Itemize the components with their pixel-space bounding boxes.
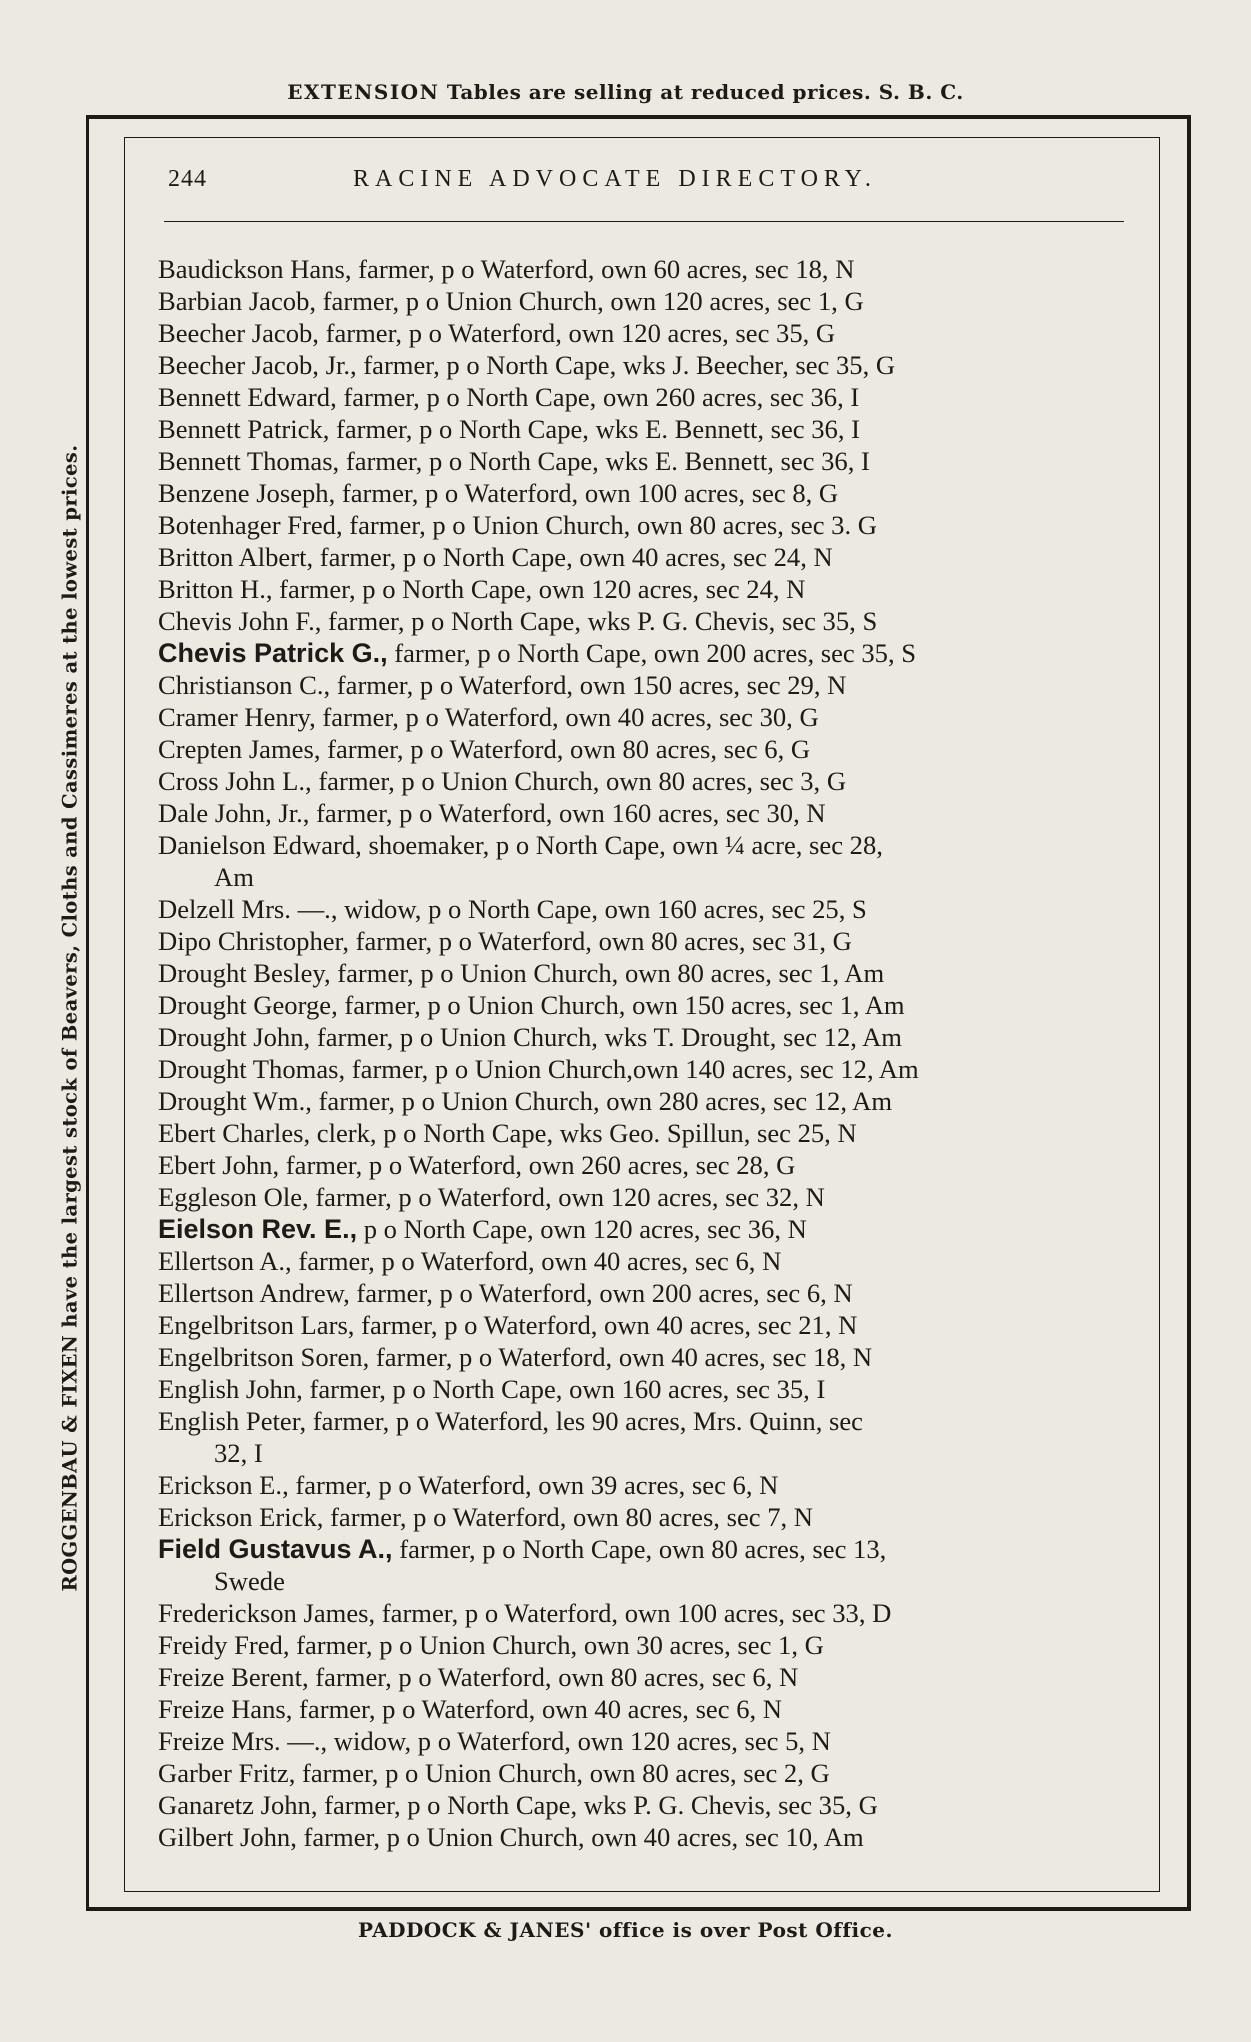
entry-details: farmer, p o Waterford, own 39 acres, sec 6, N	[288, 1470, 779, 1500]
entry-details: farmer, p o Union Church, own 80 acres, sec 3. G	[342, 510, 877, 540]
directory-entry	[158, 1821, 1128, 1853]
directory-entry	[158, 1405, 1128, 1469]
directory-entry	[158, 541, 1128, 573]
entry-name: Beecher Jacob,	[158, 318, 319, 348]
entry-name: Christianson C.,	[158, 670, 331, 700]
entry-name: Cramer Henry,	[158, 702, 316, 732]
entry-details: farmer, p o North Cape, own 80 acres, sec 13,	[392, 1534, 887, 1564]
directory-entry	[158, 1245, 1128, 1277]
entry-details: farmer, p o Waterford, own 40 acres, sec 18, N	[369, 1342, 873, 1372]
directory-entry	[158, 989, 1128, 1021]
entry-details: farmer, p o Waterford, own 80 acres, sec 7, N	[323, 1502, 814, 1532]
entry-name: Ellertson A.,	[158, 1246, 292, 1276]
page-number: 244	[168, 166, 207, 192]
directory-entry	[158, 1757, 1128, 1789]
entry-details: clerk, p o North Cape, wks Geo. Spillun, sec 25, N	[310, 1118, 857, 1148]
entry-details: farmer, p o Waterford, own 100 acres, sec 8, G	[335, 478, 839, 508]
entry-name: Beecher Jacob, Jr.,	[158, 350, 357, 380]
entry-name: Delzell Mrs. —.,	[158, 894, 338, 924]
directory-entry	[158, 733, 1128, 765]
entry-details: farmer, p o Waterford, les 90 acres, Mrs. Quinn, sec	[306, 1406, 863, 1436]
entry-details: farmer, p o Waterford, own 120 acres, sec 35, G	[318, 318, 836, 348]
entry-details: widow, p o North Cape, own 160 acres, sec 25, S	[337, 894, 867, 924]
directory-entry	[158, 1341, 1128, 1373]
entry-name: Bennett Thomas,	[158, 446, 340, 476]
entry-name: Ellertson Andrew,	[158, 1278, 350, 1308]
entry-name: Drought George,	[158, 990, 338, 1020]
directory-entry	[158, 381, 1128, 413]
entry-name: Ebert Charles,	[158, 1118, 311, 1148]
entry-details: farmer, p o Waterford, own 40 acres, sec 21, N	[354, 1310, 858, 1340]
directory-entry	[158, 957, 1128, 989]
entry-name: Cross John L.,	[158, 766, 312, 796]
top-ad-text: Tables are selling at reduced prices. S. B. C.	[446, 80, 964, 104]
entry-details: farmer, p o Union Church, own 30 acres, sec 1, G	[289, 1630, 824, 1660]
directory-entry	[158, 253, 1128, 285]
entry-details: farmer, p o Waterford, own 260 acres, sec 28, G	[279, 1150, 796, 1180]
directory-entry	[158, 317, 1128, 349]
directory-entry	[158, 1533, 1128, 1597]
directory-entry	[158, 1469, 1128, 1501]
entry-name: Field Gustavus A.,	[158, 1534, 393, 1564]
directory-entry	[158, 1725, 1128, 1757]
entry-name: Dipo Christopher,	[158, 926, 349, 956]
side-advertisement: ROGGENBAU & FIXEN have the largest stock of Beavers, Cloths and Cassimeres at the lowest prices.	[58, 444, 82, 1592]
entry-name: Baudickson Hans,	[158, 254, 352, 284]
directory-entry	[158, 797, 1128, 829]
directory-entry	[158, 1373, 1128, 1405]
entry-details: farmer, p o Waterford, own 60 acres, sec 18, N	[351, 254, 855, 284]
entry-details: farmer, p o Union Church, own 80 acres, sec 3, G	[311, 766, 847, 796]
entry-details: farmer, p o Union Church, own 280 acres, sec 12, Am	[311, 1086, 893, 1116]
entry-name: Eggleson Ole,	[158, 1182, 309, 1212]
top-advertisement	[0, 80, 1251, 104]
entry-name: English Peter,	[158, 1406, 307, 1436]
entry-details: farmer, p o North Cape, wks P. G. Chevis, sec 35, G	[317, 1790, 878, 1820]
entry-details: shoemaker, p o North Cape, own ¼ acre, sec 28,	[361, 830, 883, 860]
side-advertisement-wrap	[50, 348, 90, 1688]
directory-entry	[158, 509, 1128, 541]
directory-entry	[158, 1309, 1128, 1341]
entry-name: Ebert John,	[158, 1150, 280, 1180]
directory-entry	[158, 829, 1128, 893]
entry-details: farmer, p o Waterford, own 40 acres, sec 6, N	[291, 1246, 782, 1276]
entry-details: farmer, p o Waterford, own 80 acres, sec 31, G	[349, 926, 852, 956]
top-ad-keyword: EXTENSION	[287, 80, 440, 104]
entry-details: farmer, p o Union Church, wks T. Drought, sec 12, Am	[310, 1022, 902, 1052]
entry-continuation: Am	[214, 862, 254, 892]
entry-details: farmer, p o North Cape, own 260 acres, sec 36, I	[336, 382, 860, 412]
entry-details: p o North Cape, own 120 acres, sec 36, N	[357, 1214, 807, 1244]
directory-entry	[158, 1053, 1128, 1085]
directory-entry	[158, 1149, 1128, 1181]
entry-name: Dale John, Jr.,	[158, 798, 310, 828]
directory-entry	[158, 1085, 1128, 1117]
entry-name: Danielson Edward,	[158, 830, 362, 860]
entry-name: English John,	[158, 1374, 303, 1404]
entry-details: farmer, p o Waterford, own 120 acres, sec 32, N	[308, 1182, 825, 1212]
directory-entry	[158, 1501, 1128, 1533]
directory-entry	[158, 669, 1128, 701]
entry-details: farmer, p o Union Church, own 40 acres, sec 10, Am	[296, 1822, 864, 1852]
entry-details: farmer, p o Waterford, own 40 acres, sec 30, G	[315, 702, 819, 732]
bottom-advertisement: PADDOCK & JANES' office is over Post Office.	[358, 1918, 893, 1942]
entry-name: Ganaretz John,	[158, 1790, 318, 1820]
entry-name: Drought Besley,	[158, 958, 331, 988]
entry-name: Benzene Joseph,	[158, 478, 336, 508]
entry-name: Erickson Erick,	[158, 1502, 324, 1532]
entry-details: farmer, p o North Cape, wks E. Bennett, sec 36, I	[339, 446, 870, 476]
entry-name: Garber Fritz,	[158, 1758, 296, 1788]
entry-details: farmer, p o Waterford, own 80 acres, sec 6, G	[320, 734, 811, 764]
page-title: RACINE ADVOCATE DIRECTORY.	[353, 166, 877, 192]
entry-name: Drought John,	[158, 1022, 311, 1052]
entry-name: Freize Mrs. —.,	[158, 1726, 328, 1756]
entry-name: Freize Hans,	[158, 1694, 293, 1724]
entry-name: Engelbritson Soren,	[158, 1342, 370, 1372]
entry-details: farmer, p o Waterford, own 160 acres, sec 30, N	[309, 798, 826, 828]
entry-details: farmer, p o North Cape, own 160 acres, sec 35, I	[302, 1374, 826, 1404]
directory-entry	[158, 1277, 1128, 1309]
entry-name: Erickson E.,	[158, 1470, 289, 1500]
directory-entry	[158, 637, 1128, 669]
directory-entry	[158, 1597, 1128, 1629]
entry-details: farmer, p o North Cape, wks P. G. Chevis, sec 35, S	[321, 606, 878, 636]
directory-entry	[158, 1021, 1128, 1053]
entry-details: farmer, p o Waterford, own 150 acres, sec 29, N	[330, 670, 847, 700]
entry-details: farmer, p o Waterford, own 80 acres, sec 6, N	[308, 1662, 799, 1692]
entry-name: Chevis Patrick G.,	[158, 638, 388, 668]
entry-name: Freidy Fred,	[158, 1630, 290, 1660]
directory-entry	[158, 1629, 1128, 1661]
entry-continuation: 32, I	[214, 1438, 263, 1468]
directory-entry	[158, 285, 1128, 317]
entry-name: Britton Albert,	[158, 542, 314, 572]
header-rule	[164, 221, 1124, 222]
entry-name: Eielson Rev. E.,	[158, 1214, 358, 1244]
entry-name: Bennett Patrick,	[158, 414, 330, 444]
entry-name: Crepten James,	[158, 734, 321, 764]
directory-entry	[158, 477, 1128, 509]
directory-entry	[158, 1789, 1128, 1821]
entry-details: farmer, p o Union Church, own 150 acres, sec 1, Am	[337, 990, 905, 1020]
entry-details: farmer, p o Union Church, own 80 acres, sec 1, Am	[330, 958, 885, 988]
directory-entry	[158, 1117, 1128, 1149]
entry-continuation: Swede	[214, 1566, 285, 1596]
directory-entry	[158, 573, 1128, 605]
directory-list	[158, 253, 1128, 1853]
entry-details: farmer, p o Waterford, own 100 acres, sec 33, D	[375, 1598, 892, 1628]
directory-entry	[158, 349, 1128, 381]
entry-name: Botenhager Fred,	[158, 510, 343, 540]
directory-entry	[158, 1661, 1128, 1693]
entry-details: farmer, p o Union Church, own 120 acres, sec 1, G	[316, 286, 864, 316]
entry-name: Frederickson James,	[158, 1598, 376, 1628]
entry-details: farmer, p o North Cape, wks E. Bennett, sec 36, I	[329, 414, 861, 444]
entry-name: Drought Wm.,	[158, 1086, 312, 1116]
entry-name: Gilbert John,	[158, 1822, 297, 1852]
directory-entry	[158, 701, 1128, 733]
entry-name: Drought Thomas,	[158, 1054, 346, 1084]
entry-details: farmer, p o North Cape, own 120 acres, sec 24, N	[272, 574, 806, 604]
entry-details: farmer, p o North Cape, own 200 acres, sec 35, S	[387, 638, 917, 668]
directory-entry	[158, 765, 1128, 797]
directory-entry	[158, 1181, 1128, 1213]
directory-entry	[158, 413, 1128, 445]
entry-details: farmer, p o Union Church, own 80 acres, sec 2, G	[295, 1758, 830, 1788]
entry-name: Chevis John F.,	[158, 606, 322, 636]
directory-entry	[158, 1213, 1128, 1245]
entry-name: Barbian Jacob,	[158, 286, 317, 316]
entry-name: Freize Berent,	[158, 1662, 309, 1692]
entry-name: Engelbritson Lars,	[158, 1310, 355, 1340]
directory-entry	[158, 1693, 1128, 1725]
entry-details: farmer, p o Union Church,own 140 acres, sec 12, Am	[345, 1054, 919, 1084]
directory-entry	[158, 445, 1128, 477]
entry-details: widow, p o Waterford, own 120 acres, sec 5, N	[327, 1726, 831, 1756]
entry-details: farmer, p o Waterford, own 200 acres, sec 6, N	[349, 1278, 853, 1308]
entry-name: Bennett Edward,	[158, 382, 337, 412]
entry-details: farmer, p o Waterford, own 40 acres, sec 6, N	[292, 1694, 782, 1724]
entry-name: Britton H.,	[158, 574, 273, 604]
directory-entry	[158, 893, 1128, 925]
entry-details: farmer, p o North Cape, wks J. Beecher, sec 35, G	[356, 350, 896, 380]
directory-entry	[158, 925, 1128, 957]
entry-details: farmer, p o North Cape, own 40 acres, sec 24, N	[313, 542, 833, 572]
directory-entry	[158, 605, 1128, 637]
